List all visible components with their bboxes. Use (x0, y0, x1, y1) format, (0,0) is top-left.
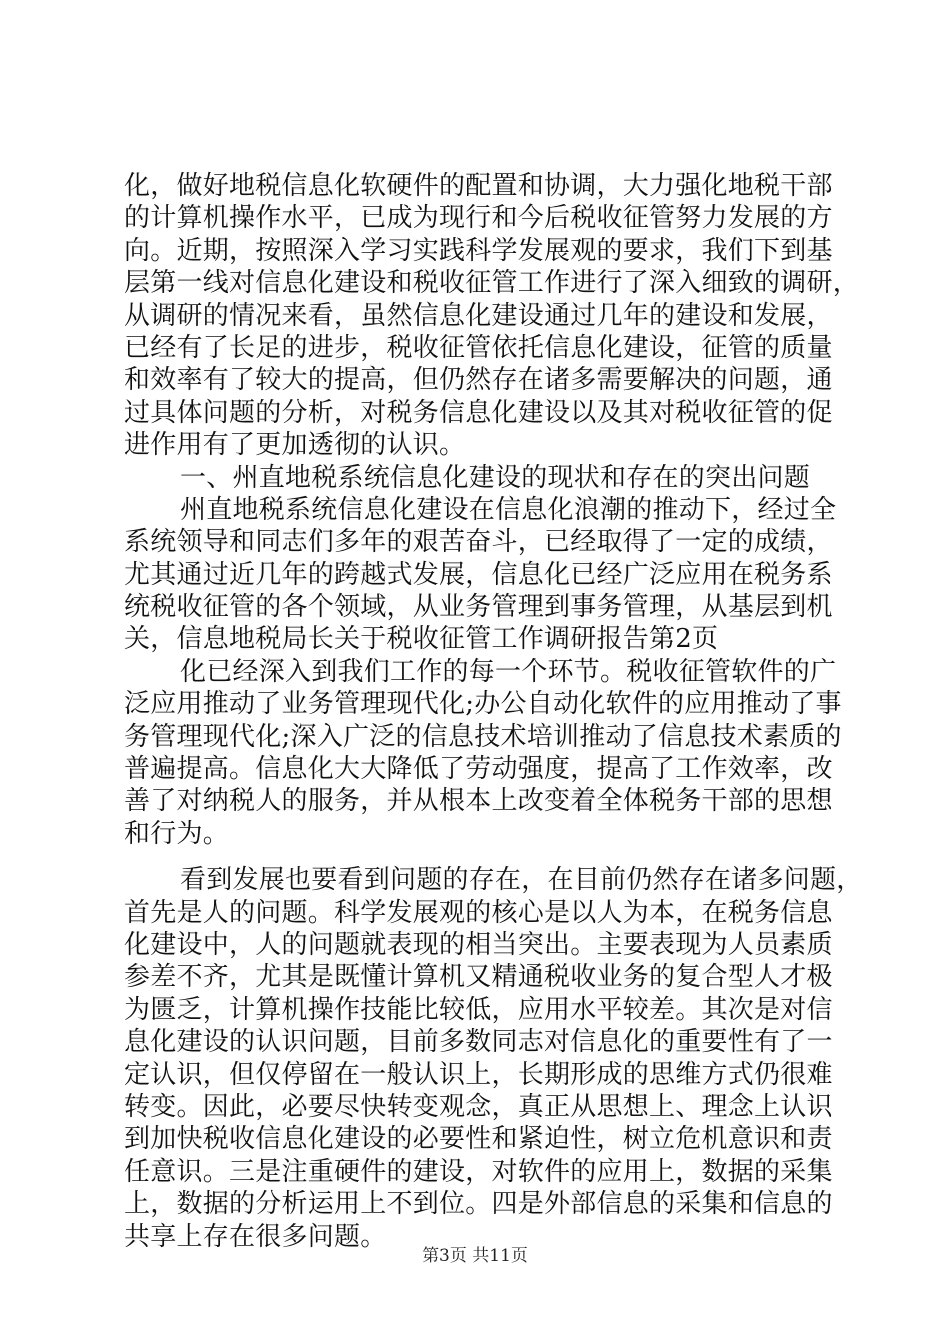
text-line: 进作用有了更加透彻的认识。 (124, 430, 466, 461)
text-line: 化建设中，人的问题就表现的相当突出。主要表现为人员素质 (124, 929, 833, 960)
text-line: 定认识，但仅停留在一般认识上，长期形成的思维方式仍很难 (124, 1059, 833, 1090)
text-line: 向。近期，按照深入学习实践科学发展观的要求，我们下到基 (124, 235, 833, 266)
text-line: 化已经深入到我们工作的每一个环节。税收征管软件的广 (180, 656, 837, 687)
text-line: 系统领导和同志们多年的艰苦奋斗，已经取得了一定的成绩， (124, 527, 833, 558)
text-line: 到加快税收信息化建设的必要性和紧迫性，树立危机意识和责 (124, 1124, 833, 1155)
text-line: 息化建设的认识问题，目前多数同志对信息化的重要性有了一 (124, 1027, 833, 1058)
text-line: 从调研的情况来看，虽然信息化建设通过几年的建设和发展， (124, 300, 833, 331)
text-line: 已经有了长足的进步，税收征管依托信息化建设，征管的质量 (124, 332, 833, 363)
section-heading: 一、州直地税系统信息化建设的现状和存在的突出问题 (180, 462, 811, 493)
text-line: 化，做好地税信息化软硬件的配置和协调，大力强化地税干部 (124, 171, 833, 201)
text-line: 转变。因此，必要尽快转变观念，真正从思想上、理念上认识 (124, 1091, 833, 1122)
text-line: 参差不齐，尤其是既懂计算机又精通税收业务的复合型人才极 (124, 962, 833, 993)
text-line: 过具体问题的分析，对税务信息化建设以及其对税收征管的促 (124, 397, 833, 428)
paragraph-gap (124, 850, 832, 864)
text-line: 层第一线对信息化建设和税收征管工作进行了深入细致的调研， (124, 268, 860, 299)
text-line: 和效率有了较大的提高，但仍然存在诸多需要解决的问题，通 (124, 365, 833, 396)
document-body (124, 170, 863, 1253)
text-line: 善了对纳税人的服务，并从根本上改变着全体税务干部的思想 (124, 786, 833, 817)
text-line: 为匮乏，计算机操作技能比较低，应用水平较差。其次是对信 (124, 994, 833, 1025)
page-number-footer: 第3页 共11页 (422, 1246, 528, 1266)
text-line: 和行为。 (124, 818, 230, 849)
text-line: 州直地税系统信息化建设在信息化浪潮的推动下，经过全 (180, 494, 837, 525)
text-line: 任意识。三是注重硬件的建设，对软件的应用上，数据的采集 (124, 1156, 833, 1187)
text-line: 看到发展也要看到问题的存在，在目前仍然存在诸多问题， (180, 865, 863, 896)
text-line: 统税收征管的各个领域，从业务管理到事务管理，从基层到机 (124, 592, 833, 623)
text-line: 泛应用推动了业务管理现代化;办公自动化软件的应用推动了事 (124, 689, 842, 720)
text-line: 普遍提高。信息化大大降低了劳动强度，提高了工作效率，改 (124, 754, 833, 785)
text-line: 上，数据的分析运用上不到位。四是外部信息的采集和信息的 (124, 1189, 833, 1220)
text-line: 务管理现代化;深入广泛的信息技术培训推动了信息技术素质的 (124, 721, 842, 752)
text-line: 尤其通过近几年的跨越式发展，信息化已经广泛应用在税务系 (124, 559, 833, 590)
text-line: 的计算机操作水平，已成为现行和今后税收征管努力发展的方 (124, 203, 833, 234)
text-line: 关，信息地税局长关于税收征管工作调研报告第2页 (124, 624, 719, 655)
text-line: 共享上存在很多问题。 (124, 1221, 387, 1252)
text-line: 首先是人的问题。科学发展观的核心是以人为本，在税务信息 (124, 897, 833, 928)
